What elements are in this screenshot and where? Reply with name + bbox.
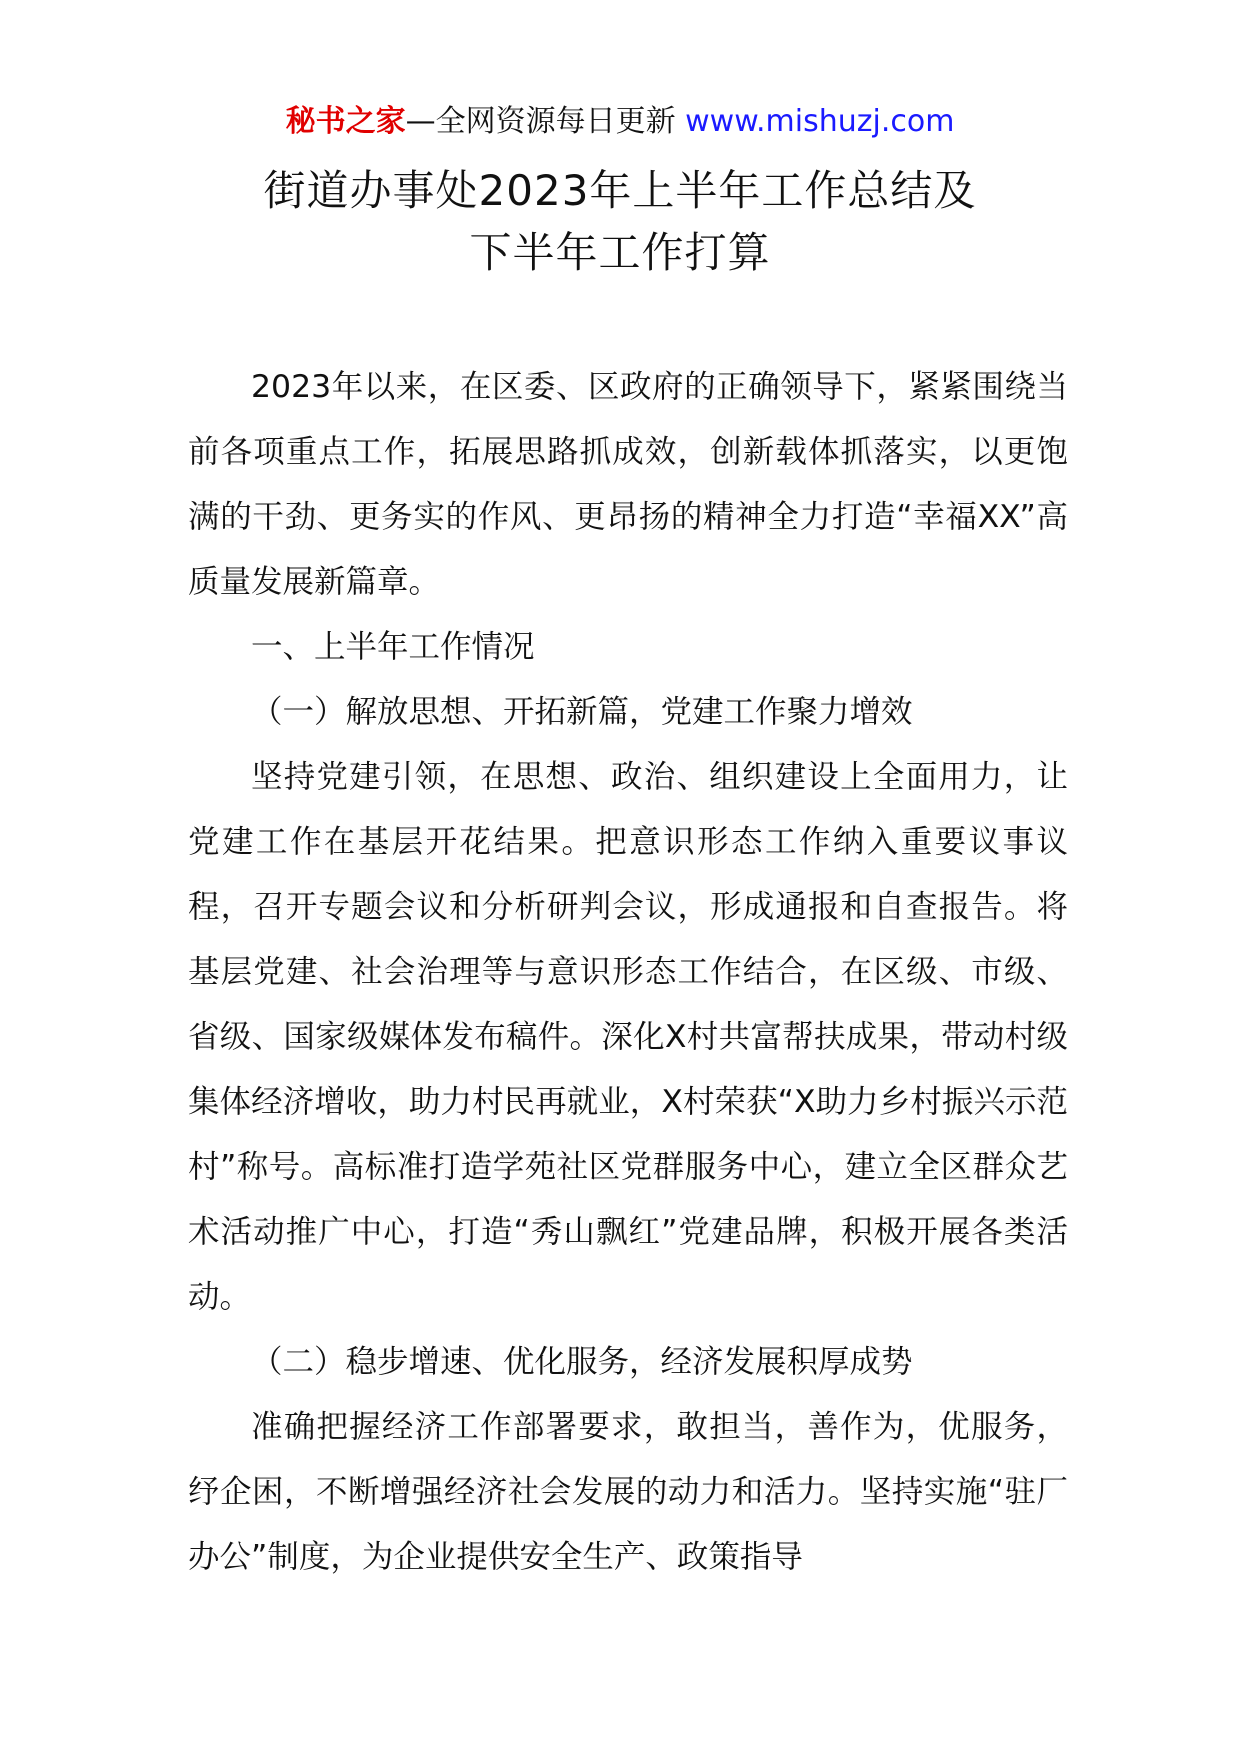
subsection-heading-2: （二）稳步增速、优化服务，经济发展积厚成势 [251,1344,913,1380]
site-url-link[interactable]: www.mishuzj.com [685,104,955,139]
section-heading-1: 一、上半年工作情况 [251,629,535,665]
paragraph-economy: 准确把握经济工作部署要求，敢担当，善作为，优服务，纾企困，不断增强经济社会发展的动力和活力。坚持实施“驻厂办公”制度，为企业提供安全生产、政策指导 [188,1409,1068,1575]
subsection-heading-1: （一）解放思想、开拓新篇，党建工作聚力增效 [251,694,913,730]
paragraph-intro: 2023年以来，在区委、区政府的正确领导下，紧紧围绕当前各项重点工作，拓展思路抓成效，创新载体抓落实，以更饱满的干劲、更务实的作风、更昂扬的精神全力打造“幸福XX”高质量发展新篇章。 [188,369,1068,600]
document-body [188,355,1068,1590]
paragraph-party-building: 坚持党建引领，在思想、政治、组织建设上全面用力，让党建工作在基层开花结果。把意识形态工作纳入重要议事议程，召开专题会议和分析研判会议，形成通报和自查报告。将基层党建、社会治理等与意识形态工作结合，在区级、市级、省级、国家级媒体发布稿件。深化X村共富帮扶成果，带动村级集体经济增收，助力村民再就业，X村荣获“X助力乡村振兴示范村”称号。高标准打造学苑社区党群服务中心，建立全区群众艺术活动推广中心，打造“秀山飘红”党建品牌，积极开展各类活动。 [188,759,1068,1315]
title-line-2: 下半年工作打算 [469,228,771,277]
site-header [0,100,1240,144]
title-line-1: 街道办事处2023年上半年工作总结及 [263,166,977,215]
brand-name: 秘书之家 [285,104,406,139]
header-tagline: —全网资源每日更新 [405,104,686,139]
document-title [0,160,1240,284]
